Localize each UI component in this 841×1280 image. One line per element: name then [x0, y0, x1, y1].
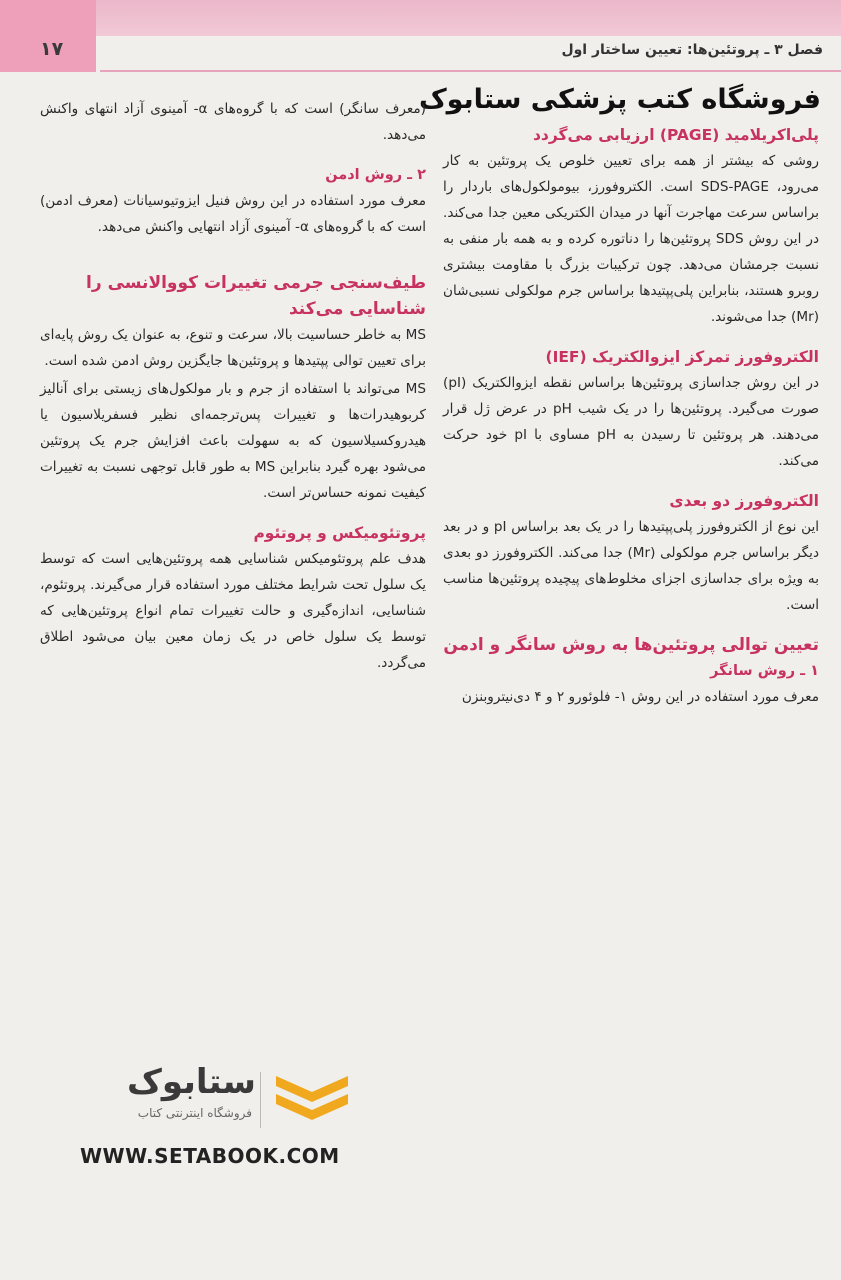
section-heading-mass-spec: طیف‌سنجی جرمی تغییرات کووالانسی را شناسایی می‌کند — [86, 273, 426, 319]
logo-url: WWW.SETABOOK.COM — [80, 1144, 340, 1168]
paragraph-edman: معرف مورد استفاده در این روش فنیل ایزوتیوسیانات (معرف ادمن) است که با گروه‌های α- آمینوی آزاد انتهایی واکنش می‌دهد. — [40, 193, 426, 235]
header-divider — [100, 70, 841, 72]
paragraph-sds-page: روشی که بیشتر از همه برای تعیین خلوص یک پروتئین به کار می‌رود، SDS-PAGE است. الکتروفورز، بیومولکول‌های باردار را براساس سرعت مهاجرت آنها در میدان الکتریکی معین جدا می‌کند. در این روش SDS پروتئین‌ها را دناتوره کرده و به همه بار منفی به نسبت جرمشان می‌دهد. چون ترکیبات بزرگ با مقاومت بیشتری روبرو هستند، بنابراین پلی‌پپتیدها براساس جرم مولکولی نسبی‌شان (Mr) جدا می‌شوند. — [443, 153, 819, 325]
section-heading-proteomics: پروتئومیکس و پروتئوم — [253, 524, 426, 542]
page-number: ۱۷ — [40, 38, 64, 60]
section-heading-page: پلی‌اکریلامید (PAGE) ارزیابی می‌گردد — [532, 126, 819, 144]
paragraph-ms-1: MS به خاطر حساسیت بالا، سرعت و تنوع، به عنوان یک روش پایه‌ای برای تعیین توالی پپتیدها و پروتئین‌ها جایگزین روش ادمن شده است. — [40, 327, 426, 369]
paragraph-proteomics: هدف علم پروتئومیکس شناسایی همه پروتئین‌هایی است که توسط یک سلول تحت شرایط مختلف مورد استفاده قرار می‌گیرند. پروتئوم، شناسایی، اندازه‌گیری و حالت تغییرات تمام انواع پروتئین‌هایی که توسط یک سلول خاص در یک زمان معین بیان می‌شود اطلاق می‌گردد. — [40, 551, 426, 671]
logo-divider — [260, 1072, 261, 1128]
subheading-sanger: ۱ ـ روش سانگر — [710, 663, 819, 679]
header-band — [0, 0, 841, 36]
section-heading-2d: الکتروفورز دو بعدی — [669, 492, 819, 510]
right-column — [443, 122, 819, 724]
chapter-title: فصل ۳ ـ پروتئین‌ها: تعیین ساختار اول — [561, 42, 823, 58]
logo-brand: ستابوک — [127, 1062, 256, 1102]
section-heading-ief: الکتروفورز تمرکز ایزوالکتریک (IEF) — [545, 348, 819, 366]
store-watermark: فروشگاه کتب پزشکی ستابوک — [418, 84, 821, 115]
setabook-logo — [76, 1062, 376, 1172]
header-accent-strip — [0, 0, 96, 72]
paragraph-ief: در این روش جداسازی پروتئین‌ها براساس نقطه ایزوالکتریک (pI) صورت می‌گیرد. پروتئین‌ها را در یک شیب pH در عرض ژل قرار می‌دهند. هر پروتئین تا رسیدن به pH مساوی با pI خود حرکت می‌کند. — [443, 375, 820, 469]
paragraph-ms-2: MS می‌تواند با استفاده از جرم و بار مولکول‌های زیستی برای آنالیز کربوهیدرات‌ها و تغییرات پس‌ترجمه‌ای نظیر فسفریلاسیون یا هیدروکسیلاسیون که به سهولت باعث افزایش جرم یک پروتئین می‌شود بهره گیرد بنابراین MS به طور قابل توجهی نسبت به تغییرات کیفیت نمونه حساس‌تر است. — [40, 381, 426, 501]
spacer — [40, 254, 426, 270]
subheading-edman: ۲ ـ روش ادمن — [325, 167, 426, 183]
paragraph-sanger-continued: (معرف سانگر) است که با گروه‌های α- آمینوی آزاد انتهای واکنش می‌دهد. — [40, 101, 426, 143]
book-stack-icon — [272, 1068, 352, 1128]
paragraph-2d: این نوع از الکتروفورز پلی‌پپتیدها را در یک بعد براساس pI و در بعد دیگر براساس جرم مولکولی (Mr) جدا می‌کند. الکتروفورز دو بعدی به ویژه برای جداسازی اجزای مخلوط‌های پیچیده پروتئین‌ها مناسب است. — [443, 519, 820, 613]
section-heading-sequencing: تعیین توالی پروتئین‌ها به روش سانگر و ادمن — [443, 635, 819, 655]
logo-tagline: فروشگاه اینترنتی کتاب — [137, 1106, 252, 1120]
paragraph-sanger: معرف مورد استفاده در این روش ۱- فلوئورو ۲ و ۴ دی‌نیتروبنزن — [461, 689, 819, 705]
left-column — [40, 96, 426, 690]
